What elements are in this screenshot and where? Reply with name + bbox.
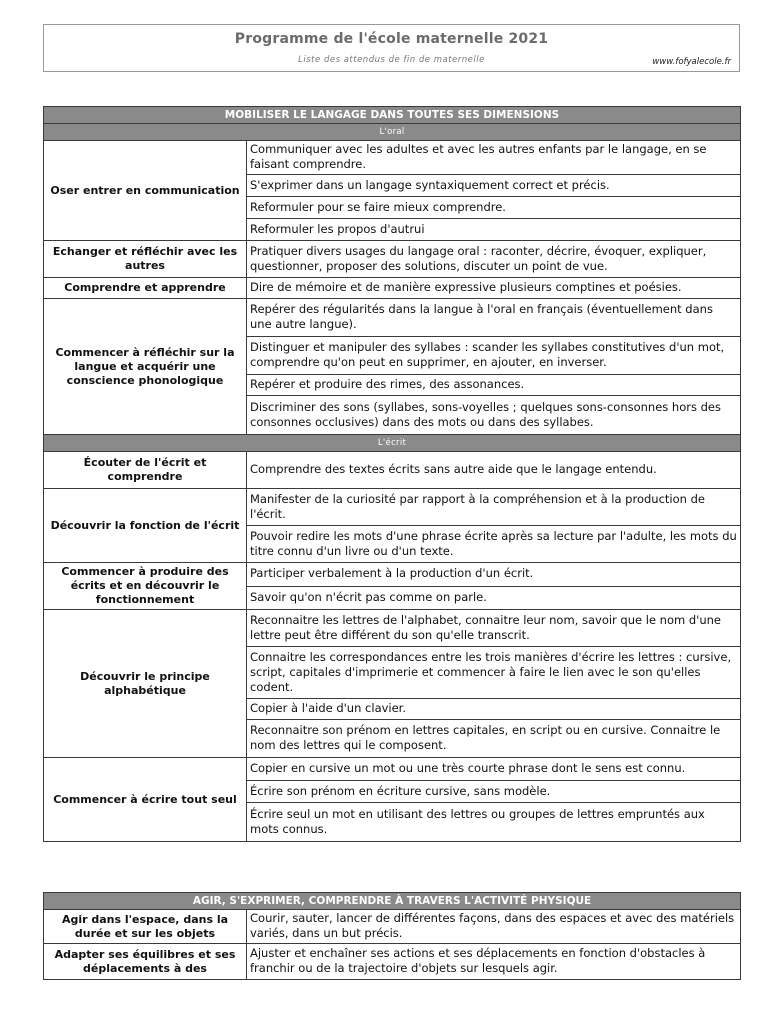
domain-title: AGIR, S'EXPRIMER, COMPRENDRE À TRAVERS L'ACTIVITÉ PHYSIQUE <box>44 893 741 910</box>
objective-text: Dire de mémoire et de manière expressive plusieurs comptines et poésies. <box>247 278 741 299</box>
objective-text: Ajuster et enchaîner ses actions et ses déplacements en fonction d'obstacles à franchir ou de la trajectoire d'objets sur lesquels agir. <box>247 944 741 980</box>
objective-text: Copier à l'aide d'un clavier. <box>247 699 741 720</box>
table-row <box>44 489 741 526</box>
objective-text: Savoir qu'on n'écrit pas comme on parle. <box>247 586 741 610</box>
objective-text: Pouvoir redire les mots d'une phrase écrite après sa lecture par l'adulte, les mots du titre connu d'un livre ou d'un texte. <box>247 526 741 563</box>
table-row <box>44 758 741 781</box>
category-name: Adapter ses équilibres et ses déplacements à des <box>44 944 247 980</box>
domain-table-body <box>44 893 741 980</box>
objective-text: Courir, sauter, lancer de différentes façons, dans des espaces et avec des matériels variés, dans un but précis. <box>247 910 741 944</box>
objective-text: Distinguer et manipuler des syllabes : scander les syllabes constitutives d'un mot, comprendre qu'on peut en supprimer, en ajouter, en inverser. <box>247 337 741 375</box>
category-name: Echanger et réfléchir avec les autres <box>44 241 247 278</box>
domain-table-language <box>43 106 741 842</box>
category-name: Agir dans l'espace, dans la durée et sur les objets <box>44 910 247 944</box>
domain-table-physical-activity <box>43 892 741 980</box>
table-row <box>44 610 741 647</box>
section-title-row <box>44 124 741 141</box>
category-name: Écouter de l'écrit et comprendre <box>44 452 247 489</box>
category-name: Oser entrer en communication <box>44 141 247 241</box>
objective-text: Connaitre les correspondances entre les trois manières d'écrire les lettres : cursive, script, capitales d'imprimerie et commencer à faire le lien avec le son qu'elles codent. <box>247 647 741 699</box>
table-row <box>44 299 741 337</box>
domain-table-body <box>44 107 741 842</box>
domain-title-row <box>44 893 741 910</box>
category-name: Comprendre et apprendre <box>44 278 247 299</box>
section-title-row <box>44 435 741 452</box>
document-header <box>43 24 740 72</box>
objective-text: Repérer et produire des rimes, des assonances. <box>247 375 741 396</box>
document-subtitle: Liste des attendus de fin de maternelle <box>298 55 485 65</box>
objective-text: Écrire son prénom en écriture cursive, sans modèle. <box>247 781 741 803</box>
document-title: Programme de l'école maternelle 2021 <box>234 31 549 47</box>
objective-text: Reformuler pour se faire mieux comprendre. <box>247 197 741 219</box>
objective-text: Écrire seul un mot en utilisant des lettres ou groupes de lettres empruntés aux mots connus. <box>247 803 741 842</box>
table-row <box>44 278 741 299</box>
category-name: Découvrir le principe alphabétique <box>44 610 247 758</box>
objective-text: Reconnaitre son prénom en lettres capitales, en script ou en cursive. Connaitre le nom des lettres qui le composent. <box>247 720 741 758</box>
table-row <box>44 563 741 587</box>
website-url: www.fofyalecole.fr <box>652 57 731 67</box>
objective-text: Manifester de la curiosité par rapport à la compréhension et à la production de l'écrit. <box>247 489 741 526</box>
objective-text: Reformuler les propos d'autrui <box>247 219 741 241</box>
table-row <box>44 944 741 980</box>
table-row <box>44 910 741 944</box>
objective-text: Communiquer avec les adultes et avec les autres enfants par le langage, en se faisant comprendre. <box>247 141 741 175</box>
objective-text: Repérer des régularités dans la langue à l'oral en français (éventuellement dans une autre langue). <box>247 299 741 337</box>
category-name: Découvrir la fonction de l'écrit <box>44 489 247 563</box>
objective-text: Reconnaitre les lettres de l'alphabet, connaitre leur nom, savoir que le nom d'une lettre peut être différent du son qu'elle transcrit. <box>247 610 741 647</box>
domain-title: MOBILISER LE LANGAGE DANS TOUTES SES DIMENSIONS <box>44 107 741 124</box>
category-name: Commencer à réfléchir sur la langue et acquérir une conscience phonologique <box>44 299 247 435</box>
objective-text: Comprendre des textes écrits sans autre aide que le langage entendu. <box>247 452 741 489</box>
domain-title-row <box>44 107 741 124</box>
category-name: Commencer à écrire tout seul <box>44 758 247 842</box>
objective-text: S'exprimer dans un langage syntaxiquement correct et précis. <box>247 175 741 197</box>
objective-text: Pratiquer divers usages du langage oral : raconter, décrire, évoquer, expliquer, questionner, proposer des solutions, discuter un point de vue. <box>247 241 741 278</box>
section-title: L'oral <box>44 124 741 141</box>
category-name: Commencer à produire des écrits et en découvrir le fonctionnement <box>44 563 247 610</box>
table-row <box>44 241 741 278</box>
objective-text: Participer verbalement à la production d'un écrit. <box>247 563 741 587</box>
objective-text: Discriminer des sons (syllabes, sons-voyelles ; quelques sons-consonnes hors des consonnes occlusives) dans des mots ou dans des syllabes. <box>247 396 741 435</box>
section-title: L'écrit <box>44 435 741 452</box>
table-row <box>44 141 741 175</box>
objective-text: Copier en cursive un mot ou une très courte phrase dont le sens est connu. <box>247 758 741 781</box>
table-row <box>44 452 741 489</box>
